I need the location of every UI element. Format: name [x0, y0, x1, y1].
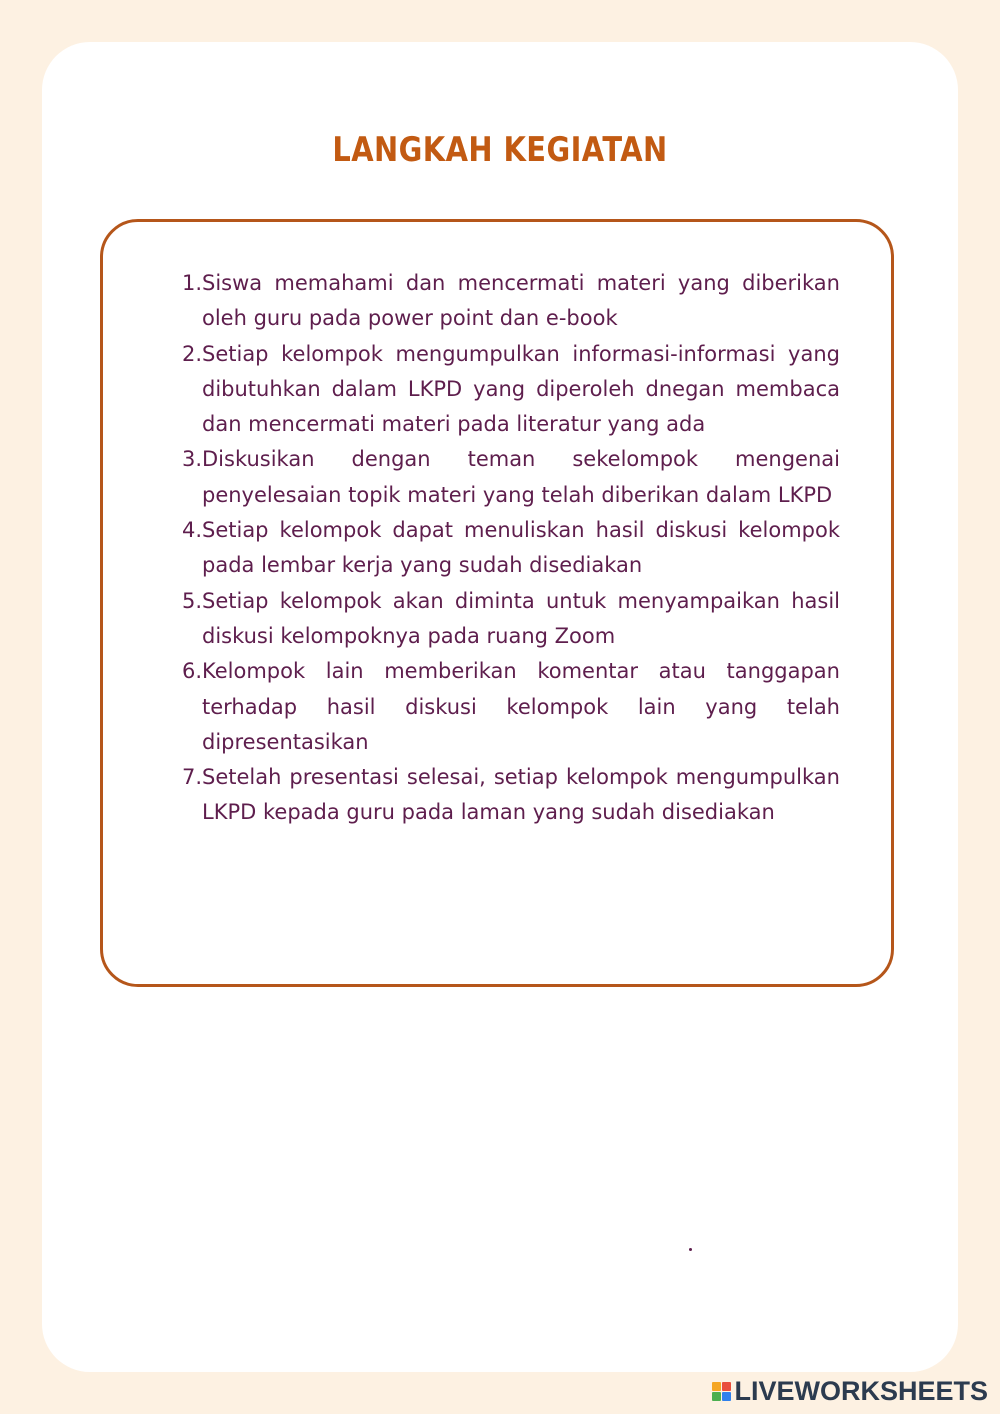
list-item [178, 442, 840, 513]
liveworksheets-brand[interactable] [712, 1376, 988, 1407]
step-text: Kelompok lain memberikan komentar atau tanggapan terhadap hasil diskusi kelompok lain yang telah dipresentasikan [202, 659, 840, 754]
step-text: Setiap kelompok akan diminta untuk menyampaikan hasil diskusi kelompoknya pada ruang Zoom [202, 588, 840, 648]
list-item [178, 337, 840, 443]
list-item [178, 760, 840, 831]
step-number: 6. [181, 659, 202, 684]
step-number: 3. [181, 447, 202, 472]
step-text: Setiap kelompok dapat menuliskan hasil diskusi kelompok pada lembar kerja yang sudah disediakan [202, 518, 840, 578]
list-item [178, 513, 840, 584]
brand-name: LIVEWORKSHEETS [734, 1376, 988, 1406]
logo-tile-icon [722, 1392, 731, 1401]
step-text: Setiap kelompok mengumpulkan informasi-informasi yang dibutuhkan dalam LKPD yang diperoleh dnegan membaca dan mencermati materi pada literatur yang ada [202, 341, 840, 437]
list-item [178, 654, 840, 760]
step-text: Siswa memahami dan mencermati materi yang diberikan oleh guru pada power point dan e-book [202, 271, 840, 331]
logo-tile-icon [712, 1382, 721, 1391]
page-title: LANGKAH KEGIATAN [332, 130, 668, 170]
step-text: Diskusikan dengan teman sekelompok mengenai penyelesaian topik materi yang telah diberikan dalam LKPD [202, 447, 840, 507]
step-number: 2. [181, 341, 202, 366]
logo-tile-icon [712, 1392, 721, 1401]
liveworksheets-logo-icon [712, 1382, 731, 1401]
steps-list [178, 266, 840, 831]
step-number: 1. [181, 271, 202, 295]
step-text: Setelah presentasi selesai, setiap kelompok mengumpulkan LKPD kepada guru pada laman yang sudah disediakan [202, 765, 840, 825]
step-number: 4. [181, 518, 202, 543]
step-number: 5. [181, 588, 202, 613]
list-item [178, 584, 840, 655]
stray-dot [689, 1248, 692, 1251]
step-number: 7. [181, 765, 202, 790]
list-item [178, 266, 840, 337]
logo-tile-icon [722, 1382, 731, 1391]
